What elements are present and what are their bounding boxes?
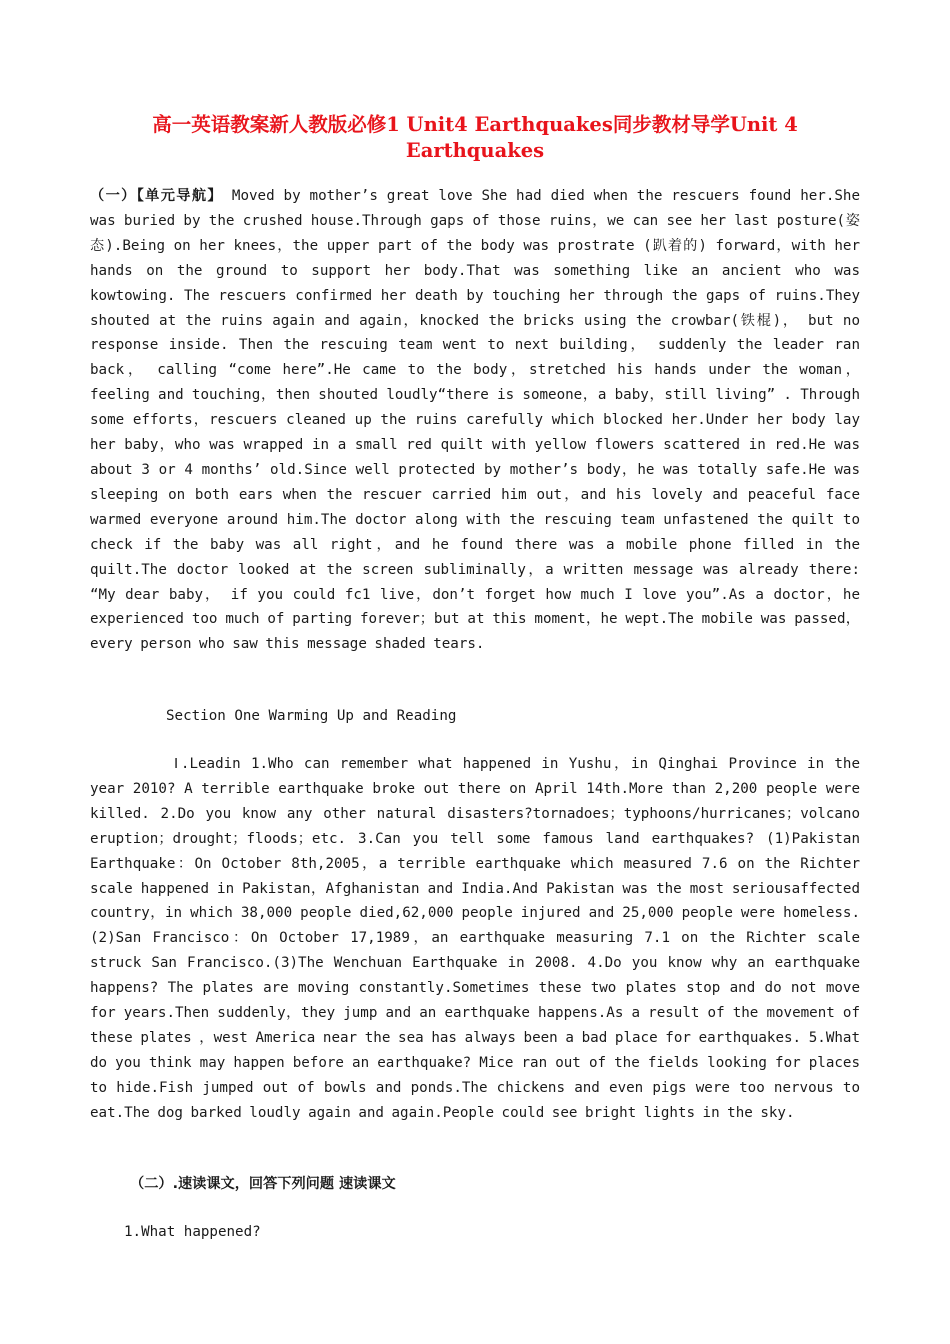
intro-text: Moved by mother’s great love She had died when the rescuers found her.She was buried by the crushed house.Through gaps of those ruins，we can see her last posture(姿态).Being on her knees，the upper part of the body was prostrate (趴着的) forward，with her hands on the ground to support her body.That was something like an ancient who was kowtowing. The rescuers confirmed her death by touching her through the gaps of ruins.They shouted at the ruins again and again，knocked the bricks using the crowbar(铁棍)， but no response inside. Then the rescuing team went to next building， suddenly the leader ran back， calling “come here”.He came to the body，stretched his hands under the woman， feeling and touching，then shouted loudly“there is someone，a baby，still living” . Through some efforts，rescuers cleaned up the ruins carefully which blocked her.Under her body lay her baby，who was wrapped in a small red quilt with yellow flowers scattered in red.He was about 3 or 4 months’ old.Since well protected by mother’s body，he was totally safe.He was sleeping on both ears when the rescuer carried him out，and his lovely and peaceful face warmed everyone around him.The doctor along with the rescuing team unfastened the quilt to check if the baby was all right，and he found there was a mobile phone filled in the quilt.The doctor looked at the screen subliminally，a written message was already there: “My dear baby， if you could fc1 live，don’t forget how much I love you”.As a doctor，he experienced too much of parting forever；but at this moment，he wept.The mobile was passed， every person who saw this message shaded tears. [90,188,860,653]
section-one-heading: Section One Warming Up and Reading [166,708,457,724]
warming-up-paragraph: Ⅰ.Leadin 1.Who can remember what happened in Yushu，in Qinghai Province in the year 2010? A terrible earthquake broke out there on April 14th.More than 2,200 people were killed. 2.Do you know any other natural disasters?tornadoes；typhoons/hurricanes；volcano eruption；drought；floods；etc. 3.Can you tell some famous land earthquakes? (1)Pakistan Earthquake：On October 8th,2005，a terrible earthquake which measured 7.6 on the Richter scale happened in Pakistan，Afghanistan and India.And Pakistan was the most seriousaffected country，in which 38,000 people died,62,000 people injured and 25,000 people were homeless.(2)San Francisco：On October 17,1989，an earthquake measuring 7.1 on the Richter scale struck San Francisco.(3)The Wenchuan Earthquake in 2008. 4.Do you know why an earthquake happens? The plates are moving constantly.Sometimes these two plates stop and do not move for years.Then suddenly，they jump and an earthquake happens.As a result of the movement of these plates ，west America near the sea has always been a bad place for earthquakes. 5.What do you think may happen before an earthquake? Mice ran out of the fields looking for places to hide.Fish jumped out of bowls and ponds.The chickens and even pigs were too nervous to eat.The dog barked loudly again and again.People could see bright lights in the sky. [90,756,860,1121]
document-title: 高一英语教案新人教版必修1 Unit4 Earthquakes同步教材导学Unit 4 Earthquakes [152,113,798,162]
intro-label: 【单元导航】 [136,188,223,204]
question-1: 1.What happened? [124,1224,261,1240]
intro-paragraph [90,184,860,657]
intro-marker: （一） [90,188,137,204]
part-two-heading: （二）.速读课文，回答下列问题 速读课文 [130,1176,396,1192]
